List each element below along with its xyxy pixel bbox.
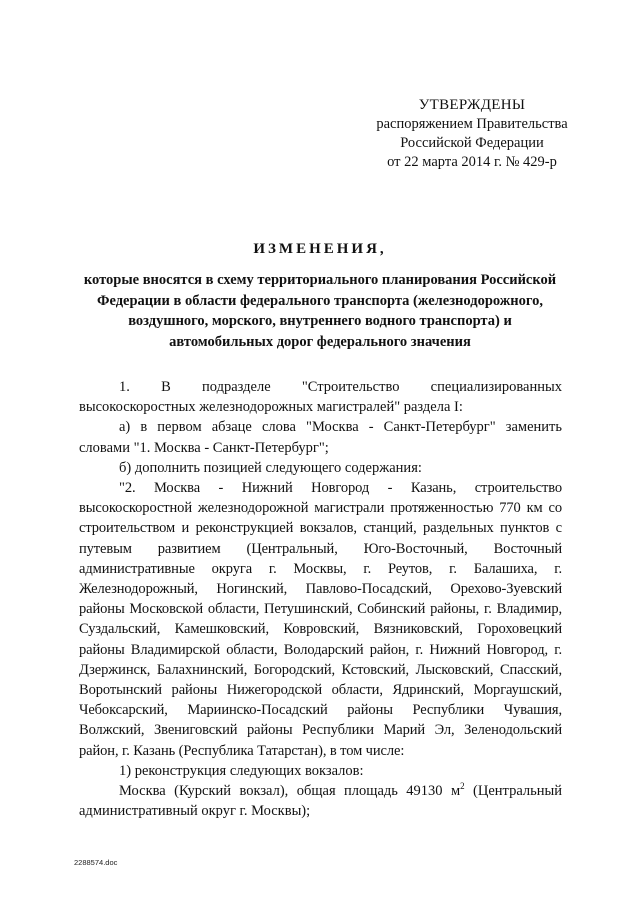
approval-line-2: Российской Федерации	[400, 135, 544, 151]
paragraph-4: "2. Москва - Нижний Новгород - Казань, строительство высокоскоростной железнодорожной магистрали протяженностью 770 км со строительством и реконструкцией вокзалов, станций, раздельных пунктов с путевым развитием (Центральный, Юго-Восточный, Восточный административные округа г. Москвы, г. Реутов, г. Балашиха, г. Железнодорожный, Ногинский, Павлово-Посадский, Орехово-Зуевский районы Московской области, Петушинский, Собинский районы, г. Владимир, Суздальский, Камешковский, Ковровский, Вязниковский, Гороховецкий районы Владимирской области, Володарский район, г. Нижний Новгород, г. Дзержинск, Балахнинский, Богородский, Кстовский, Лысковский, Спасский, Воротынский районы Нижегородской области, Ядринский, Моргаушский, Чебоксарский, Мариинско-Посадский районы Республики Чувашия, Волжский, Звениговский районы Республики Марий Эл, Зеленодольский район, г. Казань (Республика Татарстан), в том числе:	[79, 480, 562, 759]
paragraph-2: а) в первом абзаце слова "Москва - Санкт-Петербург" заменить словами "1. Москва - Санкт-Петербург";	[79, 419, 562, 456]
heading-title: ИЗМЕНЕНИЯ,	[253, 241, 387, 257]
document-heading	[80, 239, 560, 352]
approval-line-1: распоряжением Правительства	[376, 116, 568, 132]
area-unit-superscript: 2	[460, 781, 465, 792]
file-name-footer: 2288574.doc	[74, 858, 118, 867]
approval-title: УТВЕРЖДЕНЫ	[418, 97, 526, 113]
paragraph-5: 1) реконструкция следующих вокзалов:	[119, 762, 364, 779]
heading-subtitle: которые вносятся в схему территориального планирования Российской Федерации в области федерального транспорта (железнодорожного, воздушного, морского, внутреннего водного транспорта) и автомобильных дорог федерального значения	[83, 272, 557, 350]
approval-line-3: от 22 марта 2014 г. № 429-р	[387, 154, 557, 170]
paragraph-6	[79, 781, 562, 821]
approval-block	[352, 96, 592, 172]
paragraph-1: 1. В подразделе "Строительство специализированных высокоскоростных железнодорожных магистралей" раздела I:	[79, 379, 562, 416]
paragraph-6-text: Москва (Курский вокзал), общая площадь 49130 м	[119, 783, 461, 800]
document-body	[79, 377, 562, 821]
paragraph-3: б) дополнить позицией следующего содержания:	[119, 459, 422, 476]
paragraph-6-tail: (Центральный административный округ г. Москвы);	[79, 783, 562, 820]
